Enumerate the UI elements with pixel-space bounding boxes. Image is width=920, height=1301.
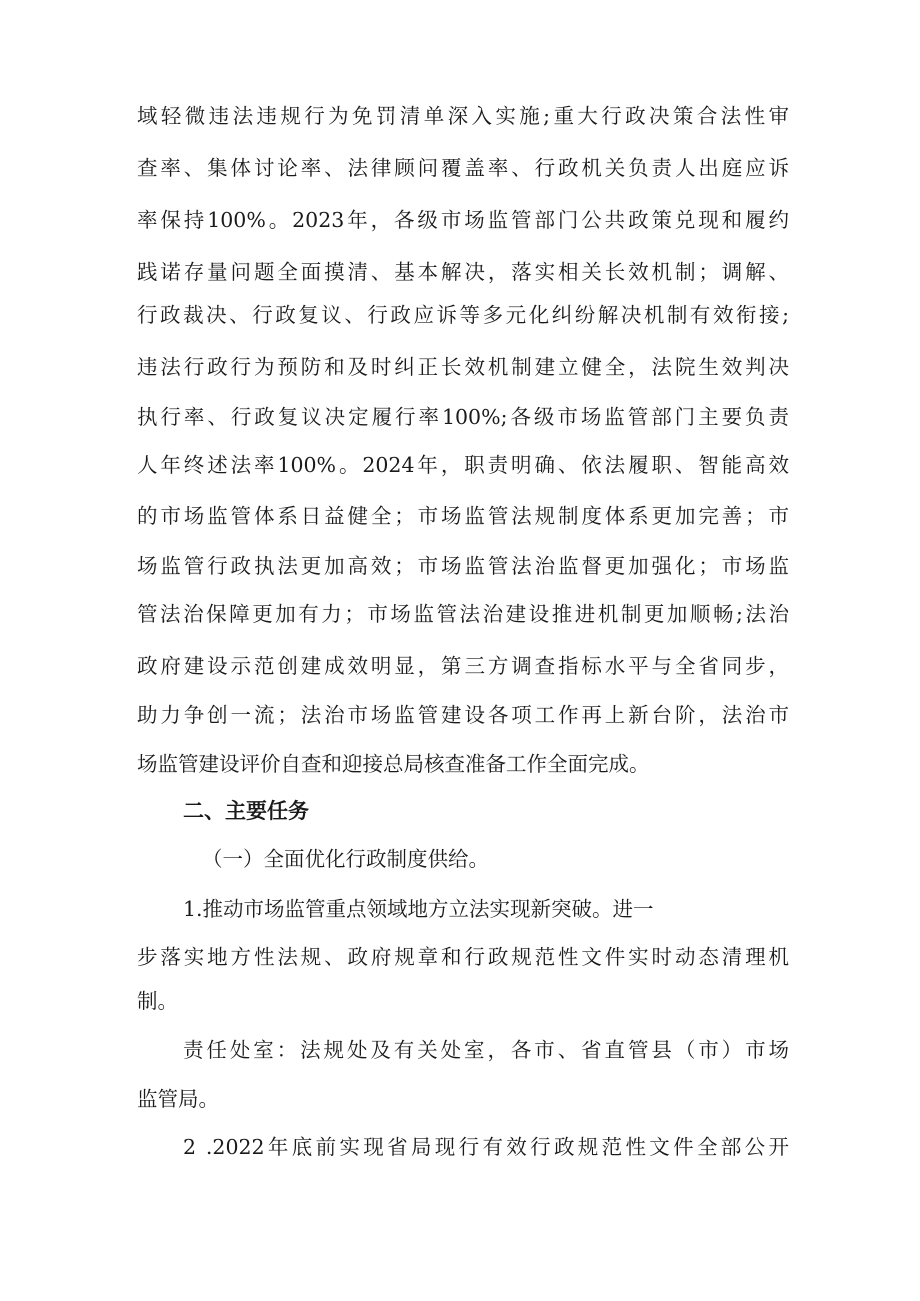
text-line: 场监管建设评价自查和迎接总局核查准备工作全面完成。: [137, 752, 650, 776]
text-line: 1.推动市场监管重点领域地方立法实现新突破。进一: [183, 897, 654, 921]
text-line: 域轻微违法违规行为免罚清单深入实施;重大行政决策合法性审: [137, 104, 789, 128]
text-line: 2 .2022年底前实现省局现行有效行政规范性文件全部公开: [183, 1135, 789, 1159]
text-line: 制。: [137, 989, 178, 1013]
text-line: 管法治保障更加有力；市场监管法治建设推进机制更加顺畅;法治: [137, 602, 789, 626]
text-line: 责任处室：法规处及有关处室，各市、省直管县（市）市场: [183, 1038, 789, 1062]
text-line: 助力争创一流；法治市场监管建设各项工作再上新台阶，法治市: [137, 703, 789, 727]
text-line: 的市场监管体系日益健全；市场监管法规制度体系更加完善；市: [137, 504, 789, 528]
text-line: 步落实地方性法规、政府规章和行政规范性文件实时动态清理机: [137, 945, 789, 969]
text-line: 执行率、行政复议决定履行率100%;各级市场监管部门主要负责: [137, 405, 789, 429]
text-line: 政府建设示范创建成效明显，第三方调查指标水平与全省同步，: [137, 654, 789, 678]
text-line: 人年终述法率100%。2024年，职责明确、依法履职、智能高效: [137, 453, 789, 477]
text-line: 场监管行政执法更加高效；市场监管法治监督更加强化；市场监: [137, 554, 789, 578]
text-line: 行政裁决、行政复议、行政应诉等多元化纠纷解决机制有效衔接;: [137, 303, 789, 327]
text-line: 践诺存量问题全面摸清、基本解决，落实相关长效机制；调解、: [137, 260, 789, 284]
text-line: 违法行政行为预防和及时纠正长效机制建立健全，法院生效判决: [137, 355, 789, 379]
text-line: 监管局。: [137, 1087, 219, 1111]
text-line: 查率、集体讨论率、法律顾问覆盖率、行政机关负责人出庭应诉: [137, 156, 789, 180]
section-heading: 二、主要任务: [183, 799, 309, 823]
text-line: 率保持100%。2023年，各级市场监管部门公共政策兑现和履约: [137, 208, 789, 232]
subsection-heading: （一）全面优化行政制度供给。: [202, 847, 489, 871]
